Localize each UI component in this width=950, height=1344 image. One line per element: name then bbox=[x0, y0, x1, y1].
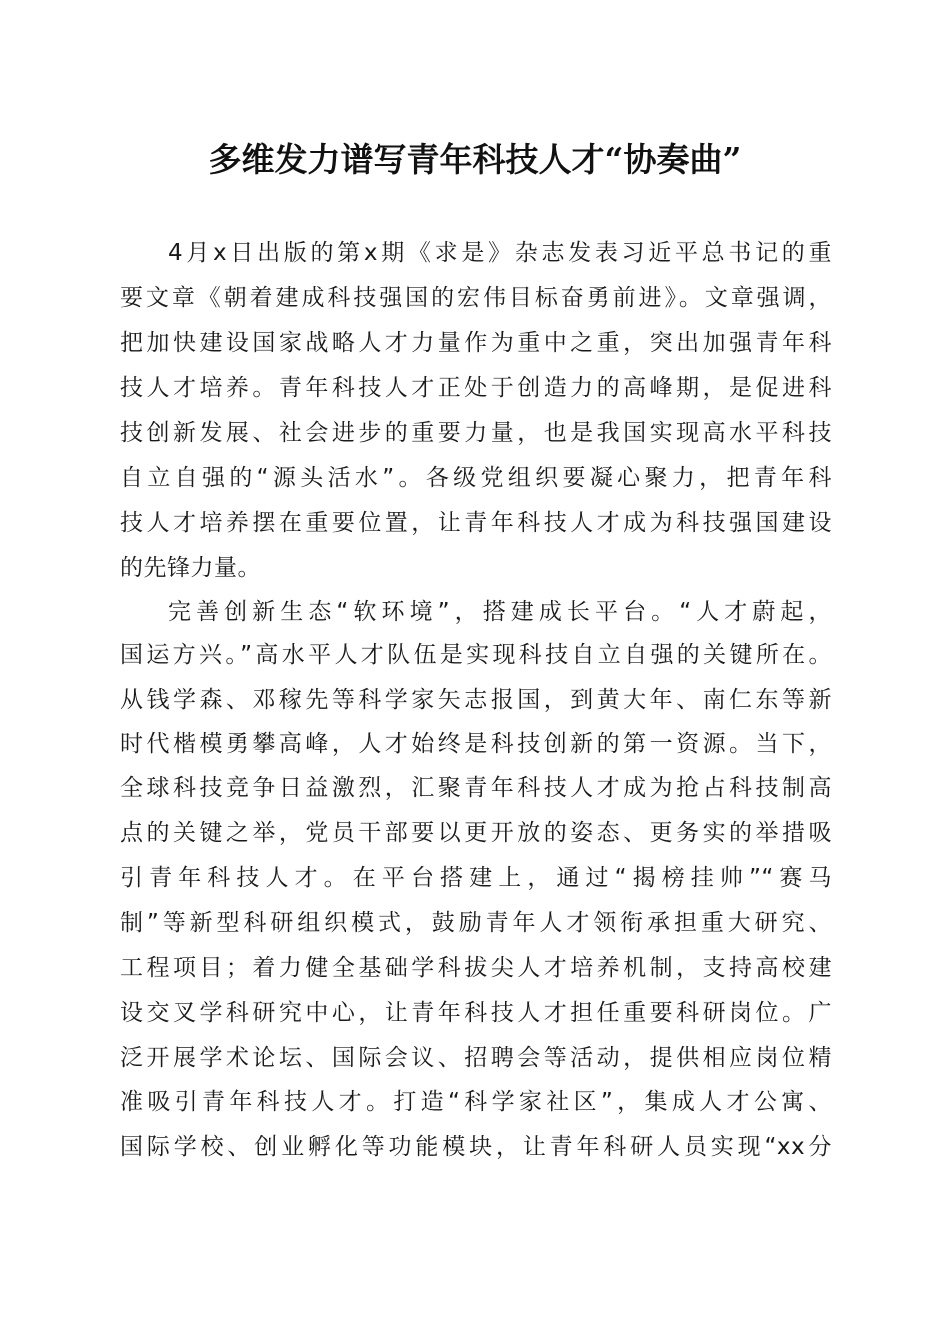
paragraph-2-line: 时代楷模勇攀高峰，人才始终是科技创新的第一资源。当下， bbox=[120, 731, 832, 757]
paragraph-1-line: 技人才培养摆在重要位置，让青年科技人才成为科技强国建设 bbox=[120, 510, 832, 536]
paragraph-1-line: 技创新发展、社会进步的重要力量，也是我国实现高水平科技 bbox=[120, 420, 832, 446]
paragraph-2-line: 点的关键之举，党员干部要以更开放的姿态、更务实的举措吸 bbox=[120, 820, 832, 846]
paragraph-1-line: 自立自强的“源头活水”。各级党组织要凝心聚力，把青年科 bbox=[120, 465, 832, 491]
paragraph-1-line: 的先锋力量。 bbox=[120, 555, 261, 581]
paragraph-2-line: 从钱学森、邓稼先等科学家矢志报国，到黄大年、南仁东等新 bbox=[120, 687, 832, 713]
paragraph-2-line: 完善创新生态“软环境”，搭建成长平台。“人才蔚起， bbox=[168, 599, 832, 625]
paragraph-2-line: 制”等新型科研组织模式，鼓励青年人才领衔承担重大研究、 bbox=[120, 910, 832, 936]
paragraph-1-line: 4月x日出版的第x期《求是》杂志发表习近平总书记的重 bbox=[168, 240, 832, 266]
paragraph-2-line: 全球科技竞争日益激烈，汇聚青年科技人才成为抢占科技制高 bbox=[120, 775, 832, 801]
paragraph-1-line: 技人才培养。青年科技人才正处于创造力的高峰期，是促进科 bbox=[120, 375, 832, 401]
paragraph-2-line: 设交叉学科研究中心，让青年科技人才担任重要科研岗位。广 bbox=[120, 1000, 832, 1026]
paragraph-2-line: 准吸引青年科技人才。打造“科学家社区”，集成人才公寓、 bbox=[120, 1089, 832, 1115]
paragraph-2-line: 工程项目；着力健全基础学科拔尖人才培养机制，支持高校建 bbox=[120, 955, 832, 981]
paragraph-2-line: 国际学校、创业孵化等功能模块，让青年科研人员实现“xx分 bbox=[120, 1134, 832, 1160]
paragraph-2-line: 国运方兴。”高水平人才队伍是实现科技自立自强的关键所在。 bbox=[120, 642, 832, 668]
paragraph-1-line: 把加快建设国家战略人才力量作为重中之重，突出加强青年科 bbox=[120, 330, 832, 356]
paragraph-2-line: 泛开展学术论坛、国际会议、招聘会等活动，提供相应岗位精 bbox=[120, 1045, 832, 1071]
paragraph-2-line: 引青年科技人才。在平台搭建上，通过“揭榜挂帅”“赛马 bbox=[120, 865, 832, 891]
paragraph-1-line: 要文章《朝着建成科技强国的宏伟目标奋勇前进》。文章强调， bbox=[120, 285, 832, 311]
page-title: 多维发力谱写青年科技人才“协奏曲” bbox=[208, 140, 742, 179]
